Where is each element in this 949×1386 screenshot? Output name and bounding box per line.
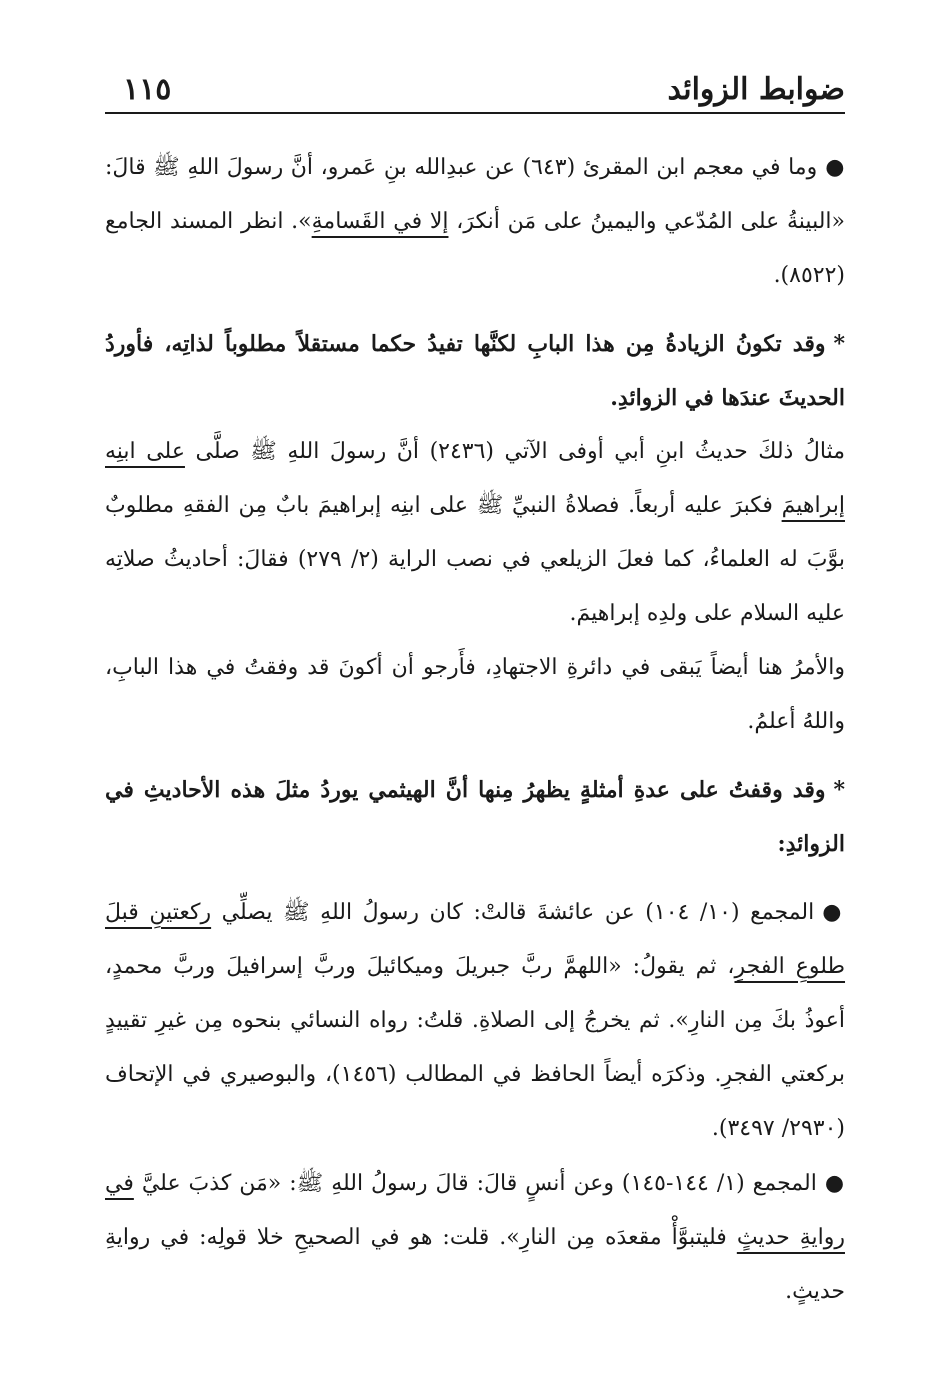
bullet-icon: ● (824, 1170, 846, 1196)
paragraph-ibn-muqri (105, 140, 845, 303)
bullet-icon: ● (822, 899, 846, 925)
star-icon: * (833, 777, 845, 803)
page-body (105, 140, 845, 1319)
paragraph-text: ». انظر المسند الجامع (٨٥٢٢). (105, 209, 845, 288)
underlined-phrase: في روايةِ حديثٍ (105, 1171, 845, 1250)
page-header (105, 68, 845, 114)
paragraph-text: فليتبوَّأْ مقعدَه مِن النارِ». قلت: هو في الصحيحِ خلا قولِه: في روايةِ حديثٍ. (105, 1225, 845, 1304)
paragraph-text: وقد تكونُ الزيادةُ مِن هذا البابِ لكنَّها تفيدُ حكما مستقلاً مطلوباً لذاتِه، فأوردُ الحديثَ عندَها في الزوائدِ. (105, 331, 845, 411)
paragraph-haythami-examples (105, 763, 845, 871)
header-rule (105, 112, 845, 114)
paragraph-text: وقد وقفتُ على عدةِ أمثلةٍ يظهرُ مِنها أنَّ الهيثمي يوردُ مثلَ هذه الأحاديثِ في الزوائدِ: (105, 777, 845, 857)
paragraph-text: وما في معجم ابن المقرئ (٦٤٣) عن عبدِالله بنِ عَمرو، أنَّ رسولَ اللهِ ﷺ قالَ: «البينةُ على المُدّعي واليمينُ على مَن أنكرَ، (105, 155, 845, 234)
page-number: ١١٥ (123, 72, 172, 107)
star-icon: * (833, 331, 845, 357)
paragraph-text: والأمرُ هنا أيضاً يَبقى في دائرةِ الاجتهادِ، فأَرجو أن أكونَ قد وفقتُ في هذا البابِ، واللهُ أعلمُ. (105, 655, 845, 734)
paragraph-text: المجمع (١/ ١٤٤-١٤٥) وعن أنسٍ قالَ: قالَ رسولُ اللهِ ﷺ: «مَن كذبَ عليَّ (133, 1171, 817, 1196)
underlined-phrase: إلا في القَسامةِ (311, 209, 449, 234)
running-title: ضوابط الزوائد (667, 72, 845, 107)
paragraph-text: المجمع (١٠/ ١٠٤) عن عائشةَ قالتْ: كان رسولُ اللهِ ﷺ يصلِّي (211, 900, 815, 925)
underlined-phrase: ركعتينِ قبلَ طلوعِ الفجرِ (105, 900, 846, 979)
paragraph-example-ibrahim (105, 425, 845, 641)
paragraph-aisha-hadith (105, 885, 845, 1156)
paragraph-independent-ruling (105, 317, 845, 425)
bullet-icon: ● (825, 154, 845, 180)
paragraph-text: ، ثم يقولُ: «اللهمَّ ربَّ جبريلَ وميكائيلَ وربَّ إسرافيلَ وربَّ محمدٍ، أعوذُ بكَ مِن النارِ». ثم يخرجُ إلى الصلاةِ. قلتُ: رواه النسائي بنحوه مِن غيرِ تقييدٍ بركعتي الفجرِ. وذكرَه أيضاً الحافظ في المطالب (١٤٥٦)، والبوصيري في الإتحاف (٢٩٣٠/ ٣٤٩٧). (105, 954, 845, 1141)
paragraph-ijtihad (105, 641, 845, 749)
paragraph-anas-hadith (105, 1156, 845, 1319)
paragraph-text: فكبرَ عليه أربعاً. فصلاةُ النبيِّ ﷺ على ابنِه إبراهيمَ بابٌ مِن الفقهِ مطلوبٌ بوَّبَ له العلماءُ، كما فعلَ الزيلعي في نصب الراية (٢/ ٢٧٩) فقالَ: أحاديثُ صلاتِه عليه السلام على ولدِه إبراهيمَ. (105, 493, 846, 626)
underlined-phrase: على ابنِه إبراهيمَ (105, 439, 845, 518)
paragraph-text: مثالُ ذلكَ حديثُ ابنِ أبي أوفى الآتي (٢٤٣٦) أنَّ رسولَ اللهِ ﷺ صلَّى (184, 439, 845, 464)
